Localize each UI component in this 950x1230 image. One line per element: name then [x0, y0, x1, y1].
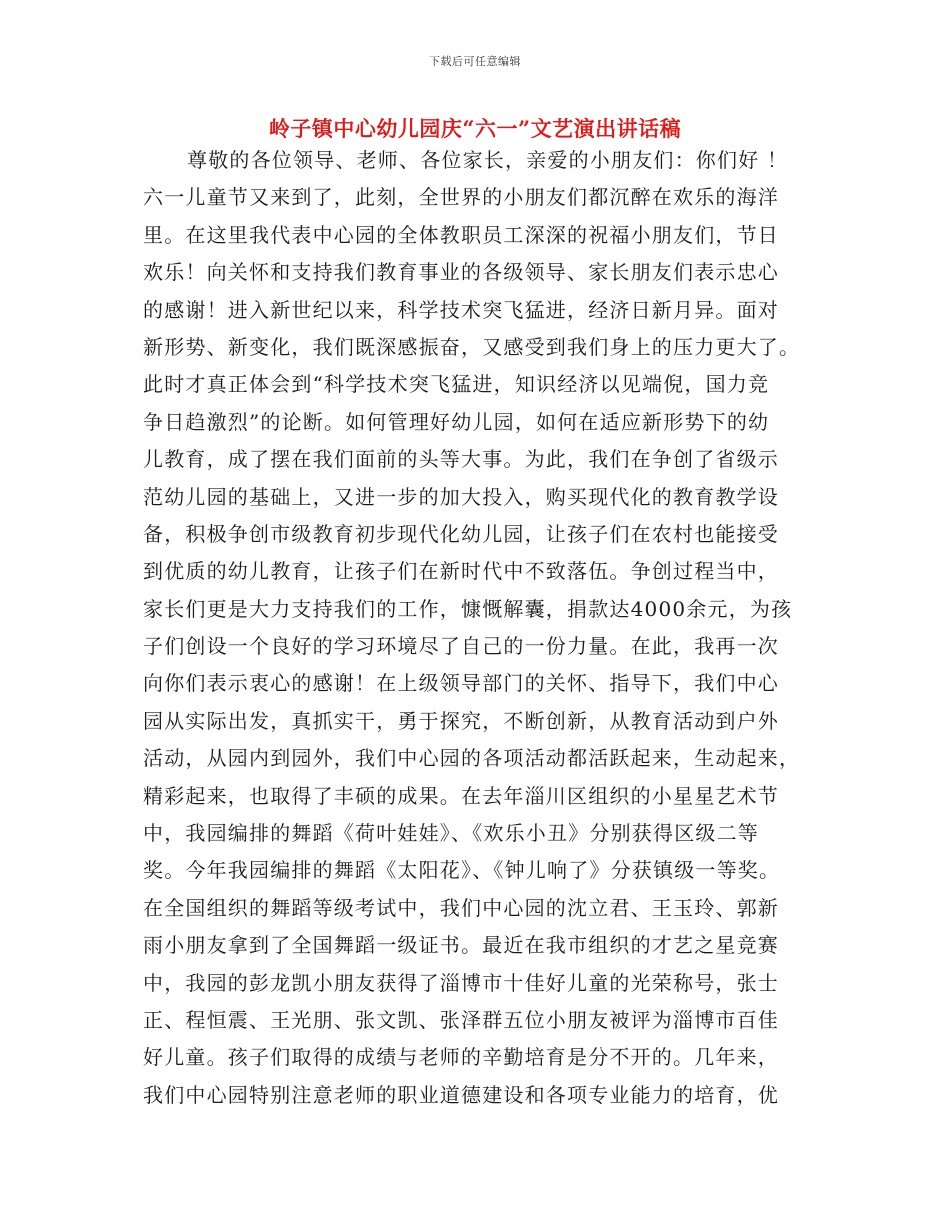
body-line: 向你们表示衷心的感谢！在上级领导部门的关怀、指导下，我们中心 — [143, 671, 779, 696]
body-line: 儿教育，成了摆在我们面前的头等大事。为此，我们在争创了省级示 — [143, 447, 779, 472]
body-line: 此时才真正体会到“科学技术突飞猛进，知识经济以见端倪，国力竞 — [143, 372, 770, 397]
body-line: 的感谢！进入新世纪以来，科学技术突飞猛进，经济日新月异。面对 — [143, 297, 779, 322]
body-line: 范幼儿园的基础上，又进一步的加大投入，购买现代化的教育教学设 — [143, 484, 779, 509]
body-line: 到优质的幼儿教育，让孩子们在新时代中不致落伍。争创过程当中， — [143, 559, 779, 584]
body-line: 正、程恒震、王光朋、张文凯、张泽群五位小朋友被评为淄博市百佳 — [143, 1007, 779, 1032]
body-line: 园从实际出发，真抓实干，勇于探究，不断创新，从教育活动到户外 — [143, 708, 779, 733]
body-line: 家长们更是大力支持我们的工作，慷慨解囊，捐款达4000余元，为孩 — [143, 596, 793, 621]
document-title: 岭子镇中心幼儿园庆“六一”文艺演出讲话稿 — [268, 116, 682, 141]
body-line: 备，积极争创市级教育初步现代化幼儿园，让孩子们在农村也能接受 — [143, 521, 779, 546]
body-line: 好儿童。孩子们取得的成绩与老师的辛勤培育是分不开的。几年来， — [143, 1045, 779, 1070]
body-line: 尊敬的各位领导、老师、各位家长，亲爱的小朋友们：你们好 ！ — [187, 148, 789, 172]
body-line: 精彩起来，也取得了丰硕的成果。在去年淄川区组织的小星星艺术节 — [143, 783, 779, 808]
body-line: 在全国组织的舞蹈等级考试中，我们中心园的沈立君、王玉玲、郭新 — [143, 895, 779, 920]
body-line: 争日趋激烈”的论断。如何管理好幼儿园，如何在适应新形势下的幼 — [143, 409, 770, 434]
body-line: 中，我园的彭龙凯小朋友获得了淄博市十佳好儿童的光荣称号，张士 — [143, 970, 779, 995]
body-line: 子们创设一个良好的学习环境尽了自己的一份力量。在此，我再一次 — [143, 634, 779, 659]
body-line: 雨小朋友拿到了全国舞蹈一级证书。最近在我市组织的才艺之星竞赛 — [143, 933, 779, 958]
speech-body — [143, 142, 823, 1114]
body-line: 里。在这里我代表中心园的全体教职员工深深的祝福小朋友们，节日 — [143, 222, 779, 247]
body-line: 欢乐！向关怀和支持我们教育事业的各级领导、家长朋友们表示忠心 — [143, 260, 779, 285]
page-header-note: 下载后可任意编辑 — [429, 55, 521, 68]
body-line: 中，我园编排的舞蹈《荷叶娃娃》、《欢乐小丑》分别获得区级二等 — [143, 821, 759, 846]
body-line: 我们中心园特别注意老师的职业道德建设和各项专业能力的培育，优 — [143, 1082, 779, 1107]
body-line: 奖。今年我园编排的舞蹈《太阳花》、《钟儿响了》分获镇级一等奖。 — [143, 858, 781, 883]
body-line: 新形势、新变化，我们既深感振奋，又感受到我们身上的压力更大了。 — [143, 334, 801, 359]
body-line: 活动，从园内到园外，我们中心园的各项活动都活跃起来，生动起来， — [143, 746, 801, 771]
body-line: 六一儿童节又来到了，此刻，全世界的小朋友们都沉醉在欢乐的海洋 — [143, 185, 779, 210]
